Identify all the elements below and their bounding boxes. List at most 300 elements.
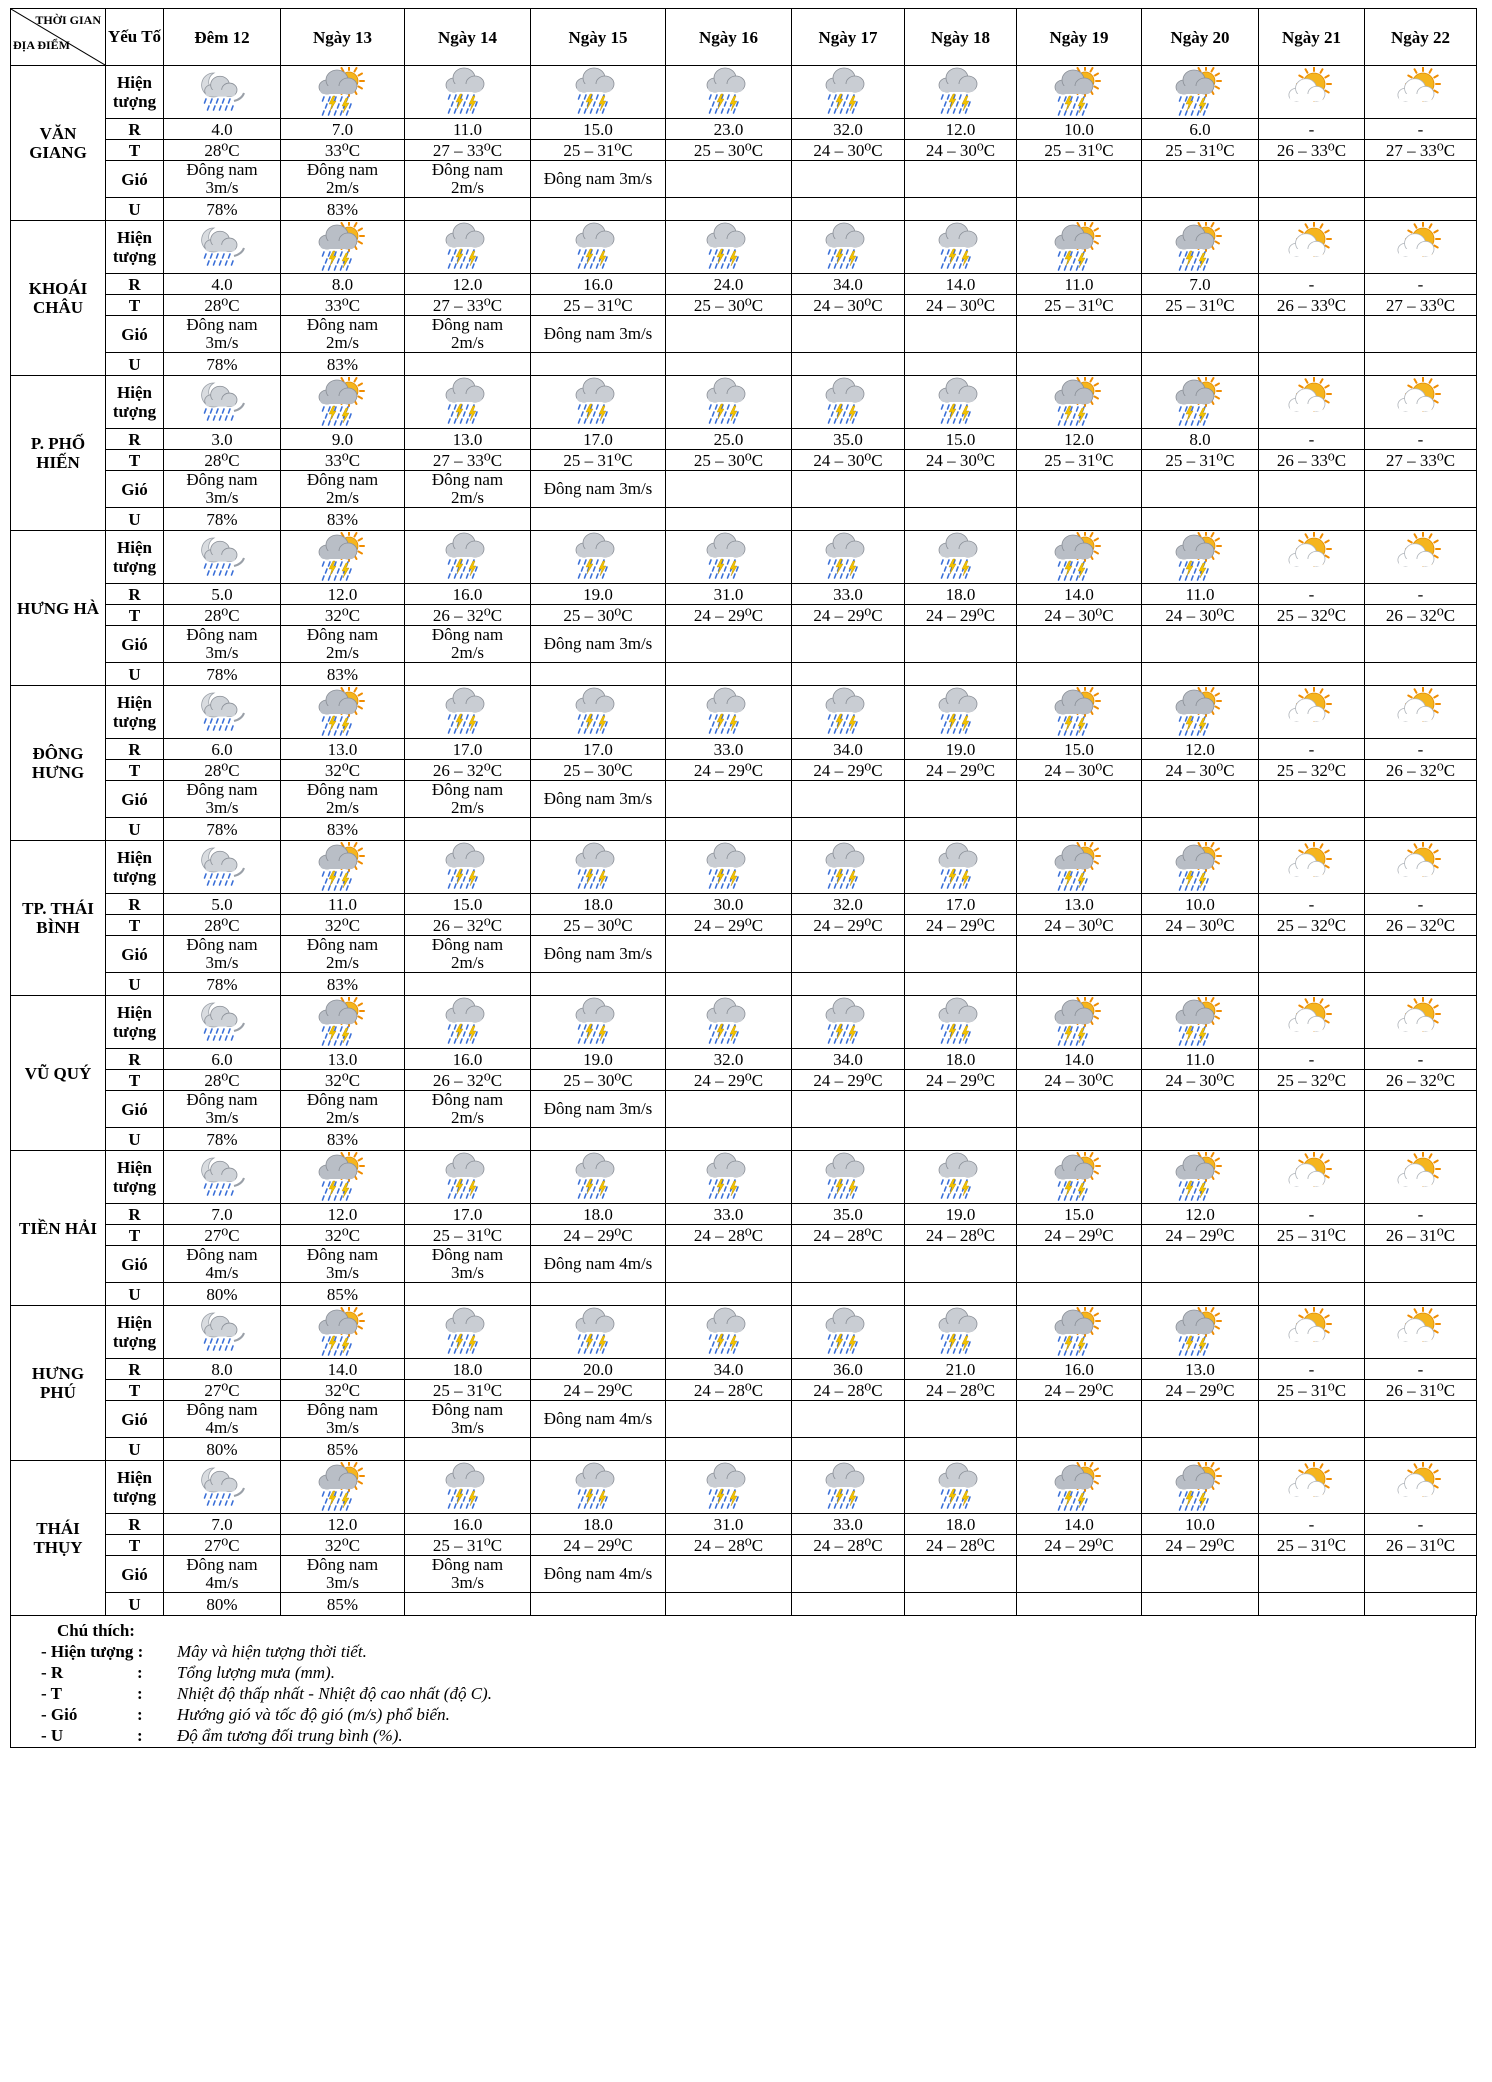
rain-value: 11.0 [405, 119, 531, 140]
empty-cell [1365, 353, 1477, 376]
humidity-row [11, 1593, 1477, 1616]
rain-value: 19.0 [531, 584, 666, 605]
weather-icon-cell [164, 1306, 281, 1359]
empty-cell [531, 353, 666, 376]
wind-value: Đông nam 2m/s [405, 781, 531, 818]
temp-value: 33⁰C [281, 140, 405, 161]
humidity-row [11, 1283, 1477, 1306]
wind-value: Đông nam 3m/s [164, 626, 281, 663]
empty-cell [905, 1401, 1017, 1438]
temp-value: 24 – 30⁰C [905, 450, 1017, 471]
empty-cell [1142, 781, 1259, 818]
legend-key: - T [41, 1684, 62, 1703]
rain-sun-icon [315, 377, 371, 427]
temp-value: 27 – 33⁰C [405, 140, 531, 161]
humidity-value: 83% [281, 973, 405, 996]
factor-label: T [106, 450, 164, 471]
rain-value: - [1259, 584, 1365, 605]
empty-cell [1017, 508, 1142, 531]
empty-cell [666, 198, 792, 221]
rain-sun-icon [315, 67, 371, 117]
wind-value: Đông nam 2m/s [281, 626, 405, 663]
humidity-row [11, 973, 1477, 996]
empty-cell [1017, 1438, 1142, 1461]
day-header: Ngày 21 [1259, 9, 1365, 66]
temp-value: 24 – 29⁰C [1017, 1380, 1142, 1401]
empty-cell [1142, 973, 1259, 996]
weather-icon-cell [1259, 1306, 1365, 1359]
rain-icon [701, 67, 757, 117]
weather-icon-cell [1017, 66, 1142, 119]
weather-icon-cell [792, 1151, 905, 1204]
rain-sun-icon [1051, 1152, 1107, 1202]
empty-cell [792, 663, 905, 686]
weather-icon-cell [281, 1306, 405, 1359]
legend-item [41, 1704, 1475, 1725]
weather-icon-cell [531, 1306, 666, 1359]
temp-value: 24 – 30⁰C [1142, 605, 1259, 626]
humidity-row [11, 1438, 1477, 1461]
rain-value: - [1259, 894, 1365, 915]
empty-cell [1259, 1556, 1365, 1593]
rain-icon [701, 1307, 757, 1357]
empty-cell [792, 471, 905, 508]
wind-value: Đông nam 2m/s [281, 781, 405, 818]
sun-cloud-icon [1284, 377, 1340, 427]
factor-label: U [106, 198, 164, 221]
station-name: TIỀN HẢI [11, 1151, 106, 1306]
legend-desc: Nhiệt độ thấp nhất - Nhiệt độ cao nhất (độ C). [177, 1684, 492, 1703]
rain-value: 17.0 [405, 1204, 531, 1225]
rain-value: 34.0 [792, 739, 905, 760]
rain-icon [701, 222, 757, 272]
rain-value: 13.0 [281, 1049, 405, 1070]
wind-value: Đông nam 2m/s [405, 626, 531, 663]
sun-cloud-icon [1393, 377, 1449, 427]
empty-cell [1365, 1283, 1477, 1306]
empty-cell [1365, 316, 1477, 353]
empty-cell [1365, 626, 1477, 663]
weather-icon-cell [281, 1461, 405, 1514]
wind-value: Đông nam 3m/s [531, 936, 666, 973]
rain-value: 35.0 [792, 429, 905, 450]
rain-value: 31.0 [666, 584, 792, 605]
rain-icon [701, 997, 757, 1047]
rain-icon [701, 1462, 757, 1512]
day-header: Ngày 17 [792, 9, 905, 66]
temp-row [11, 1535, 1477, 1556]
wind-value: Đông nam 3m/s [164, 471, 281, 508]
weather-icon-cell [1017, 1306, 1142, 1359]
temp-value: 32⁰C [281, 1070, 405, 1091]
empty-cell [1365, 508, 1477, 531]
rain-row [11, 894, 1477, 915]
humidity-value: 85% [281, 1283, 405, 1306]
empty-cell [905, 626, 1017, 663]
rain-icon [701, 1152, 757, 1202]
rain-value: 9.0 [281, 429, 405, 450]
station-name: TP. THÁI BÌNH [11, 841, 106, 996]
empty-cell [666, 626, 792, 663]
rain-value: - [1365, 894, 1477, 915]
temp-value: 25 – 30⁰C [531, 760, 666, 781]
temp-value: 25 – 31⁰C [1017, 450, 1142, 471]
rain-value: - [1365, 739, 1477, 760]
empty-cell [905, 1246, 1017, 1283]
weather-icon-cell [1142, 1306, 1259, 1359]
temp-value: 26 – 32⁰C [405, 760, 531, 781]
rain-sun-icon [1172, 377, 1228, 427]
weather-icon-cell [1142, 376, 1259, 429]
weather-icon-cell [666, 996, 792, 1049]
weather-icon-cell [531, 841, 666, 894]
weather-icon-cell [1365, 66, 1477, 119]
phenomenon-row [11, 221, 1477, 274]
empty-cell [1142, 1283, 1259, 1306]
temp-value: 33⁰C [281, 295, 405, 316]
empty-cell [905, 1283, 1017, 1306]
temp-value: 28⁰C [164, 140, 281, 161]
weather-icon-cell [666, 66, 792, 119]
humidity-row [11, 1128, 1477, 1151]
rain-icon [440, 1462, 496, 1512]
temp-value: 24 – 30⁰C [1142, 1070, 1259, 1091]
rain-value: 33.0 [792, 584, 905, 605]
rain-value: 14.0 [281, 1359, 405, 1380]
empty-cell [1259, 161, 1365, 198]
temp-value: 24 – 30⁰C [1017, 1070, 1142, 1091]
temp-value: 27 – 33⁰C [1365, 140, 1477, 161]
empty-cell [1142, 316, 1259, 353]
temp-value: 27⁰C [164, 1380, 281, 1401]
empty-cell [905, 1438, 1017, 1461]
empty-cell [1142, 508, 1259, 531]
temp-value: 24 – 30⁰C [1142, 915, 1259, 936]
empty-cell [1017, 471, 1142, 508]
wind-value: Đông nam 2m/s [405, 936, 531, 973]
rain-value: 20.0 [531, 1359, 666, 1380]
empty-cell [1259, 1246, 1365, 1283]
rain-value: - [1365, 274, 1477, 295]
empty-cell [1017, 1556, 1142, 1593]
empty-cell [666, 1593, 792, 1616]
corner-time-label: THỜI GIAN [35, 13, 101, 27]
empty-cell [1017, 353, 1142, 376]
empty-cell [1142, 663, 1259, 686]
temp-value: 24 – 29⁰C [905, 760, 1017, 781]
empty-cell [531, 1283, 666, 1306]
weather-icon-cell [666, 1306, 792, 1359]
rain-value: 21.0 [905, 1359, 1017, 1380]
station-name: HƯNG HÀ [11, 531, 106, 686]
rain-sun-icon [1172, 532, 1228, 582]
empty-cell [1142, 818, 1259, 841]
day-header: Ngày 14 [405, 9, 531, 66]
temp-value: 26 – 32⁰C [405, 605, 531, 626]
weather-icon-cell [1017, 1461, 1142, 1514]
wind-value: Đông nam 3m/s [164, 1091, 281, 1128]
factor-label: Hiện tượng [106, 531, 164, 584]
temp-value: 26 – 31⁰C [1365, 1380, 1477, 1401]
weather-icon-cell [531, 1461, 666, 1514]
sun-cloud-icon [1393, 67, 1449, 117]
empty-cell [792, 508, 905, 531]
empty-cell [531, 508, 666, 531]
rain-sun-icon [1172, 1152, 1228, 1202]
rain-value: 32.0 [792, 894, 905, 915]
weather-icon-cell [1142, 841, 1259, 894]
factor-label: Hiện tượng [106, 1151, 164, 1204]
weather-icon-cell [531, 221, 666, 274]
rain-value: 14.0 [1017, 1514, 1142, 1535]
empty-cell [666, 1283, 792, 1306]
rain-icon [820, 997, 876, 1047]
temp-value: 24 – 29⁰C [1017, 1535, 1142, 1556]
rain-value: 5.0 [164, 894, 281, 915]
empty-cell [1259, 316, 1365, 353]
factor-label: Hiện tượng [106, 686, 164, 739]
rain-icon [440, 687, 496, 737]
sun-cloud-icon [1284, 222, 1340, 272]
sun-cloud-icon [1393, 1307, 1449, 1357]
factor-label: U [106, 1128, 164, 1151]
weather-icon-cell [905, 686, 1017, 739]
empty-cell [1259, 1128, 1365, 1151]
temp-row [11, 1225, 1477, 1246]
factor-label: T [106, 295, 164, 316]
sun-cloud-icon [1393, 222, 1449, 272]
temp-value: 25 – 31⁰C [1142, 295, 1259, 316]
rain-value: 3.0 [164, 429, 281, 450]
corner-place-label: ĐỊA ĐIỂM [13, 38, 71, 52]
empty-cell [792, 1401, 905, 1438]
weather-icon-cell [405, 221, 531, 274]
temp-value: 28⁰C [164, 295, 281, 316]
wind-value: Đông nam 3m/s [531, 161, 666, 198]
empty-cell [1365, 936, 1477, 973]
rain-value: 13.0 [281, 739, 405, 760]
weather-icon-cell [1017, 221, 1142, 274]
rain-icon [933, 532, 989, 582]
rain-value: 25.0 [666, 429, 792, 450]
rain-value: 18.0 [531, 894, 666, 915]
sun-cloud-icon [1284, 532, 1340, 582]
empty-cell [666, 1091, 792, 1128]
rain-value: 31.0 [666, 1514, 792, 1535]
day-header: Ngày 13 [281, 9, 405, 66]
wind-value: Đông nam 4m/s [164, 1401, 281, 1438]
weather-icon-cell [281, 1151, 405, 1204]
weather-icon-cell [792, 686, 905, 739]
rain-icon [570, 1462, 626, 1512]
empty-cell [1365, 471, 1477, 508]
temp-value: 32⁰C [281, 605, 405, 626]
empty-cell [905, 471, 1017, 508]
empty-cell [905, 1091, 1017, 1128]
factor-label: Hiện tượng [106, 1461, 164, 1514]
wind-row [11, 1091, 1477, 1128]
rain-value: 7.0 [281, 119, 405, 140]
rain-sun-icon [1051, 1462, 1107, 1512]
humidity-value: 78% [164, 353, 281, 376]
wind-value: Đông nam 3m/s [405, 1401, 531, 1438]
weather-icon-cell [792, 841, 905, 894]
factor-label: T [106, 915, 164, 936]
wind-value: Đông nam 4m/s [531, 1401, 666, 1438]
temp-value: 25 – 31⁰C [1017, 295, 1142, 316]
rain-value: - [1259, 1204, 1365, 1225]
wind-value: Đông nam 3m/s [531, 316, 666, 353]
empty-cell [405, 818, 531, 841]
wind-row [11, 316, 1477, 353]
empty-cell [1142, 1091, 1259, 1128]
temp-value: 27 – 33⁰C [405, 295, 531, 316]
humidity-value: 83% [281, 198, 405, 221]
phenomenon-row [11, 1306, 1477, 1359]
rain-value: 4.0 [164, 119, 281, 140]
empty-cell [666, 353, 792, 376]
rain-value: 11.0 [281, 894, 405, 915]
empty-cell [1142, 353, 1259, 376]
temp-value: 32⁰C [281, 915, 405, 936]
humidity-value: 83% [281, 663, 405, 686]
temp-value: 25 – 32⁰C [1259, 1070, 1365, 1091]
rain-value: 30.0 [666, 894, 792, 915]
wind-value: Đông nam 3m/s [531, 1091, 666, 1128]
wind-value: Đông nam 2m/s [281, 161, 405, 198]
weather-icon-cell [1017, 996, 1142, 1049]
night-rain-icon [194, 687, 250, 737]
temp-value: 24 – 29⁰C [905, 605, 1017, 626]
weather-icon-cell [1365, 1306, 1477, 1359]
factor-label: T [106, 605, 164, 626]
temp-row [11, 450, 1477, 471]
empty-cell [1017, 198, 1142, 221]
factor-label: Gió [106, 1091, 164, 1128]
empty-cell [905, 781, 1017, 818]
weather-icon-cell [792, 66, 905, 119]
wind-value: Đông nam 3m/s [531, 471, 666, 508]
empty-cell [1259, 353, 1365, 376]
temp-value: 24 – 29⁰C [792, 605, 905, 626]
weather-icon-cell [531, 686, 666, 739]
weather-icon-cell [666, 686, 792, 739]
temp-value: 24 – 28⁰C [792, 1380, 905, 1401]
empty-cell [405, 508, 531, 531]
legend-item [41, 1683, 1475, 1704]
rain-sun-icon [315, 222, 371, 272]
weather-icon-cell [164, 66, 281, 119]
wind-value: Đông nam 2m/s [281, 1091, 405, 1128]
temp-value: 32⁰C [281, 1535, 405, 1556]
rain-sun-icon [1172, 1462, 1228, 1512]
weather-icon-cell [405, 66, 531, 119]
factor-label: U [106, 818, 164, 841]
rain-icon [570, 842, 626, 892]
header-row [11, 9, 1477, 66]
sun-cloud-icon [1284, 997, 1340, 1047]
weather-icon-cell [905, 1461, 1017, 1514]
rain-value: 13.0 [405, 429, 531, 450]
factor-label: Gió [106, 316, 164, 353]
weather-icon-cell [666, 1151, 792, 1204]
factor-header: Yếu Tố [106, 9, 164, 66]
phenomenon-row [11, 376, 1477, 429]
weather-icon-cell [1259, 996, 1365, 1049]
empty-cell [792, 781, 905, 818]
empty-cell [666, 1438, 792, 1461]
empty-cell [1142, 1438, 1259, 1461]
temp-value: 26 – 31⁰C [1365, 1535, 1477, 1556]
weather-icon-cell [905, 841, 1017, 894]
weather-icon-cell [792, 1306, 905, 1359]
humidity-value: 78% [164, 973, 281, 996]
empty-cell [905, 663, 1017, 686]
rain-value: 10.0 [1017, 119, 1142, 140]
empty-cell [1017, 818, 1142, 841]
empty-cell [1142, 161, 1259, 198]
empty-cell [792, 936, 905, 973]
rain-value: 18.0 [531, 1514, 666, 1535]
weather-icon-cell [905, 66, 1017, 119]
weather-icon-cell [1365, 531, 1477, 584]
rain-value: 7.0 [1142, 274, 1259, 295]
temp-value: 26 – 32⁰C [1365, 915, 1477, 936]
rain-icon [570, 67, 626, 117]
rain-icon [440, 377, 496, 427]
temp-value: 28⁰C [164, 1070, 281, 1091]
empty-cell [1259, 1283, 1365, 1306]
rain-value: 12.0 [281, 1514, 405, 1535]
humidity-value: 78% [164, 1128, 281, 1151]
empty-cell [1365, 663, 1477, 686]
weather-icon-cell [1259, 1461, 1365, 1514]
empty-cell [1259, 198, 1365, 221]
temp-value: 26 – 31⁰C [1365, 1225, 1477, 1246]
rain-value: - [1259, 739, 1365, 760]
rain-icon [701, 842, 757, 892]
factor-label: R [106, 1359, 164, 1380]
temp-value: 24 – 29⁰C [666, 760, 792, 781]
day-header: Đêm 12 [164, 9, 281, 66]
factor-label: R [106, 1049, 164, 1070]
rain-value: - [1365, 584, 1477, 605]
weather-icon-cell [1365, 1151, 1477, 1204]
rain-value: 15.0 [405, 894, 531, 915]
corner-cell [11, 9, 106, 66]
rain-icon [570, 222, 626, 272]
weather-icon-cell [1142, 66, 1259, 119]
empty-cell [1017, 1128, 1142, 1151]
weather-icon-cell [1142, 531, 1259, 584]
weather-icon-cell [405, 1461, 531, 1514]
night-rain-icon [194, 377, 250, 427]
temp-value: 24 – 29⁰C [905, 915, 1017, 936]
rain-value: 12.0 [405, 274, 531, 295]
rain-value: 17.0 [531, 739, 666, 760]
weather-icon-cell [792, 996, 905, 1049]
factor-label: R [106, 1514, 164, 1535]
empty-cell [666, 781, 792, 818]
legend-key: - Hiện tượng : [41, 1642, 144, 1661]
temp-value: 26 – 32⁰C [1365, 1070, 1477, 1091]
temp-value: 28⁰C [164, 450, 281, 471]
rain-value: 12.0 [1142, 739, 1259, 760]
factor-label: R [106, 739, 164, 760]
weather-icon-cell [405, 996, 531, 1049]
rain-value: 8.0 [1142, 429, 1259, 450]
temp-row [11, 140, 1477, 161]
